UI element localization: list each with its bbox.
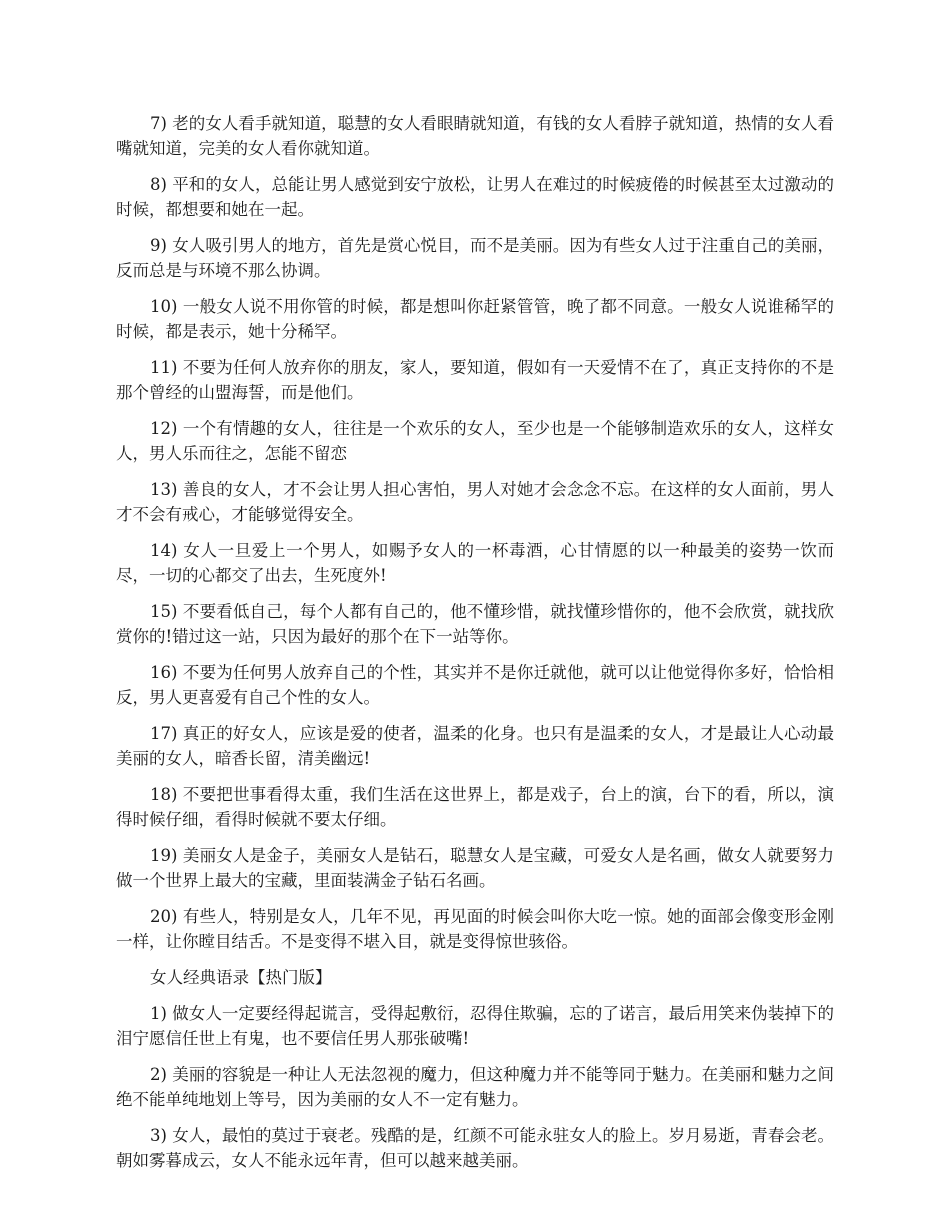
hot-quote-paragraph-1: 1) 做女人一定要经得起谎言，受得起敷衍，忍得住欺骗，忘的了诺言，最后用笑来伪装掉下的泪宁愿信任世上有鬼，也不要信任男人那张破嘴! bbox=[116, 1004, 834, 1048]
quote-paragraph-10: 10) 一般女人说不用你管的时候，都是想叫你赶紧管管，晚了都不同意。一般女人说谁稀罕的时候，都是表示，她十分稀罕。 bbox=[116, 297, 834, 341]
quote-paragraph-14: 14) 女人一旦爱上一个男人，如赐予女人的一杯毒酒，心甘情愿的以一种最美的姿势一饮而尽，一切的心都交了出去，生死度外! bbox=[116, 541, 834, 585]
hot-quote-paragraph-2: 2) 美丽的容貌是一种让人无法忽视的魔力，但这种魔力并不能等同于魅力。在美丽和魅力之间绝不能单纯地划上等号，因为美丽的女人不一定有魅力。 bbox=[116, 1065, 834, 1109]
quote-paragraph-16: 16) 不要为任何男人放弃自己的个性，其实并不是你迁就他，就可以让他觉得你多好，恰恰相反，男人更喜爱有自己个性的女人。 bbox=[116, 663, 834, 707]
hot-quote-paragraph-3: 3) 女人，最怕的莫过于衰老。残酷的是，红颜不可能永驻女人的脸上。岁月易逝，青春会老。朝如雾暮成云，女人不能永远年青，但可以越来越美丽。 bbox=[116, 1126, 834, 1170]
quote-paragraph-8: 8) 平和的女人，总能让男人感觉到安宁放松，让男人在难过的时候疲倦的时候甚至太过激动的时候，都想要和她在一起。 bbox=[116, 175, 834, 219]
quote-paragraph-18: 18) 不要把世事看得太重，我们生活在这世界上，都是戏子，台上的演，台下的看，所以，演得时候仔细，看得时候就不要太仔细。 bbox=[116, 785, 834, 829]
section-heading: 女人经典语录【热门版】 bbox=[150, 968, 332, 987]
quote-paragraph-7: 7) 老的女人看手就知道，聪慧的女人看眼睛就知道，有钱的女人看脖子就知道，热情的女人看嘴就知道，完美的女人看你就知道。 bbox=[116, 114, 834, 158]
quote-paragraph-9: 9) 女人吸引男人的地方，首先是赏心悦目，而不是美丽。因为有些女人过于注重自己的美丽，反而总是与环境不那么协调。 bbox=[116, 236, 834, 280]
quote-paragraph-13: 13) 善良的女人，才不会让男人担心害怕，男人对她才会念念不忘。在这样的女人面前，男人才不会有戒心，才能够觉得安全。 bbox=[116, 480, 834, 524]
quote-paragraph-20: 20) 有些人，特别是女人，几年不见，再见面的时候会叫你大吃一惊。她的面部会像变形金刚一样，让你瞠目结舌。不是变得不堪入目，就是变得惊世骇俗。 bbox=[116, 907, 834, 951]
quote-paragraph-12: 12) 一个有情趣的女人，往往是一个欢乐的女人，至少也是一个能够制造欢乐的女人，这样女人，男人乐而往之，怎能不留恋 bbox=[116, 419, 834, 463]
quote-paragraph-19: 19) 美丽女人是金子，美丽女人是钻石，聪慧女人是宝藏，可爱女人是名画，做女人就要努力做一个世界上最大的宝藏，里面装满金子钻石名画。 bbox=[116, 846, 834, 890]
quote-paragraph-15: 15) 不要看低自己，每个人都有自己的，他不懂珍惜，就找懂珍惜你的，他不会欣赏，就找欣赏你的!错过这一站，只因为最好的那个在下一站等你。 bbox=[116, 602, 834, 646]
quote-paragraph-17: 17) 真正的好女人，应该是爱的使者，温柔的化身。也只有是温柔的女人，才是最让人心动最美丽的女人，暗香长留，清美幽远! bbox=[116, 724, 834, 768]
quote-paragraph-11: 11) 不要为任何人放弃你的朋友，家人，要知道，假如有一天爱情不在了，真正支持你的不是那个曾经的山盟海誓，而是他们。 bbox=[116, 358, 834, 402]
document-body bbox=[116, 111, 834, 1184]
